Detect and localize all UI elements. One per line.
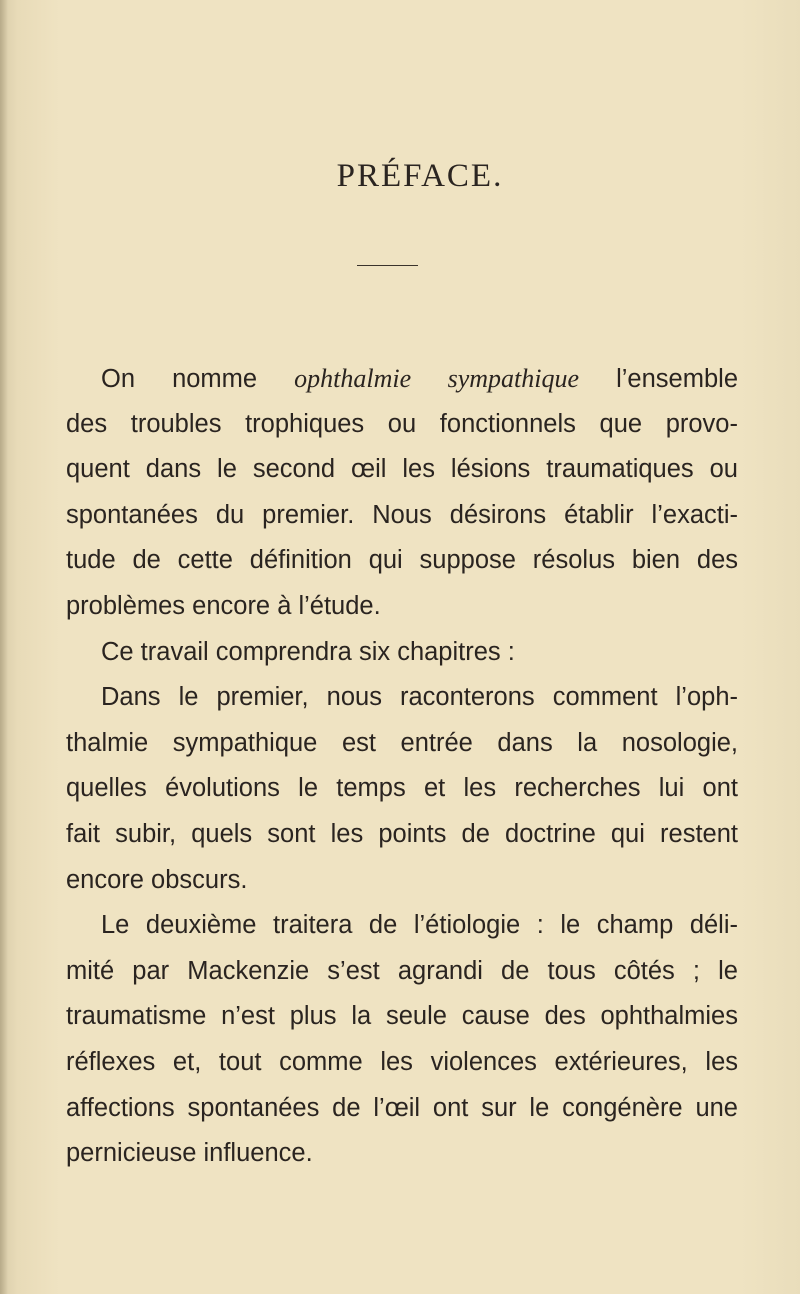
text-line: thalmie sympathique est entrée dans la nosologie, [66,728,738,757]
text-line: On nomme ophthalmie sympathique l’ensemble [101,364,738,393]
text-line: des troubles trophiques ou fonctionnels que provo- [66,409,738,438]
text-line: fait subir, quels sont les points de doctrine qui restent [66,819,738,848]
text-line: tude de cette définition qui suppose résolus bien des [66,546,738,575]
text-line: réflexes et, tout comme les violences extérieures, les [66,1047,738,1076]
text-line: quent dans le second œil les lésions traumatiques ou [66,455,738,484]
text-line: affections spontanées de l’œil ont sur le congénère une [66,1093,738,1122]
text-line: Le deuxième traitera de l’étiologie : le champ déli- [101,911,738,940]
body-text [66,356,738,1177]
text-line: mité par Mackenzie s’est agrandi de tous côtés ; le [66,956,738,985]
text-line: encore obscurs. [66,865,248,894]
page-title: PRÉFACE. [336,158,504,194]
text-line: Ce travail comprendra six chapitres : [101,637,515,666]
text-line: pernicieuse influence. [66,1139,313,1168]
text-line: problèmes encore à l’étude. [66,591,381,620]
text-line: spontanées du premier. Nous désirons établir l’exacti- [66,500,738,529]
text-line: Dans le premier, nous raconterons comment l’oph- [101,683,738,712]
italic-term: ophthalmie sympathique [294,364,580,393]
title-rule [357,265,418,266]
text-line: traumatisme n’est plus la seule cause des ophthalmies [66,1002,738,1031]
text-line: quelles évolutions le temps et les recherches lui ont [66,774,738,803]
